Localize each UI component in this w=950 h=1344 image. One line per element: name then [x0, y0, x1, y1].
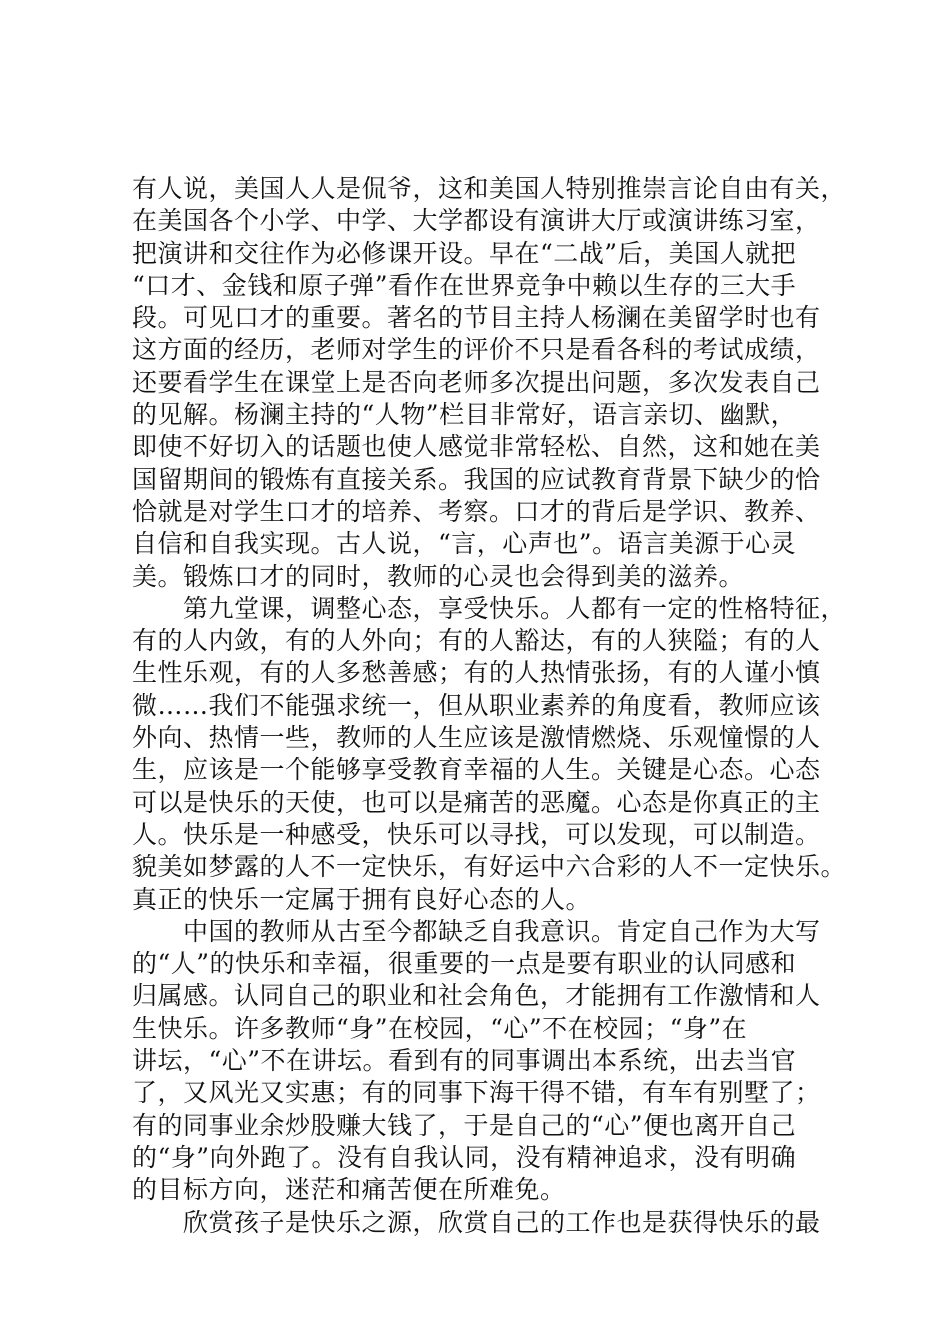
text-line: 微……我们不能强求统一，但从职业素养的角度看，教师应该 [132, 690, 821, 720]
text-line: 这方面的经历，老师对学生的评价不只是看各科的考试成绩， [132, 335, 821, 365]
text-line: 的见解。杨澜主持的“人物”栏目非常好，语言亲切、幽默， [132, 400, 797, 430]
text-line: 归属感。认同自己的职业和社会角色，才能拥有工作激情和人 [132, 981, 821, 1011]
text-line: 第九堂课，调整心态，享受快乐。人都有一定的性格特征， [132, 593, 847, 623]
text-line: 讲坛，“心”不在讲坛。看到有的同事调出本系统，出去当官 [132, 1046, 797, 1076]
text-line: 中国的教师从古至今都缺乏自我意识。肯定自己作为大写 [132, 916, 821, 946]
text-line: 的“身”向外跑了。没有自我认同，没有精神追求，没有明确 [132, 1142, 797, 1172]
text-line: 自信和自我实现。古人说，“言，心声也”。语言美源于心灵 [132, 529, 797, 559]
text-line: 生快乐。许多教师“身”在校园，“心”不在校园；“身”在 [132, 1013, 748, 1043]
text-line: 的目标方向，迷茫和痛苦便在所难免。 [132, 1175, 566, 1205]
text-line: 貌美如梦露的人不一定快乐，有好运中六合彩的人不一定快乐。 [132, 852, 847, 882]
text-line: 真正的快乐一定属于拥有良好心态的人。 [132, 884, 592, 914]
text-line: 段。可见口才的重要。著名的节目主持人杨澜在美留学时也有 [132, 303, 821, 333]
text-line: 还要看学生在课堂上是否向老师多次提出问题，多次发表自己 [132, 367, 821, 397]
text-line: 即使不好切入的话题也使人感觉非常轻松、自然，这和她在美 [132, 432, 821, 462]
text-line: 外向、热情一些，教师的人生应该是激情燃烧、乐观憧憬的人 [132, 723, 821, 753]
text-line: 可以是快乐的天使，也可以是痛苦的恶魔。心态是你真正的主 [132, 787, 821, 817]
text-line: 美。锻炼口才的同时，教师的心灵也会得到美的滋养。 [132, 561, 745, 591]
text-line: 在美国各个小学、中学、大学都设有演讲大厅或演讲练习室， [132, 206, 821, 236]
text-line: 有的人内敛，有的人外向；有的人豁达，有的人狭隘；有的人 [132, 626, 821, 656]
text-line: 人。快乐是一种感受，快乐可以寻找，可以发现，可以制造。 [132, 819, 821, 849]
text-line: 把演讲和交往作为必修课开设。早在“二战”后，美国人就把 [132, 238, 797, 268]
text-line: 欣赏孩子是快乐之源，欣赏自己的工作也是获得快乐的最 [132, 1207, 821, 1237]
text-line: 恰就是对学生口才的培养、考察。口才的背后是学识、教养、 [132, 496, 821, 526]
text-line: 生，应该是一个能够享受教育幸福的人生。关键是心态。心态 [132, 755, 821, 785]
text-line: 了，又风光又实惠；有的同事下海干得不错，有车有别墅了； [132, 1078, 821, 1108]
text-line: 的“人”的快乐和幸福，很重要的一点是要有职业的认同感和 [132, 949, 797, 979]
text-line: 生性乐观，有的人多愁善感；有的人热情张扬，有的人谨小慎 [132, 658, 821, 688]
text-line: 有的同事业余炒股赚大钱了，于是自己的“心”便也离开自己 [132, 1110, 797, 1140]
text-line: 有人说，美国人人是侃爷，这和美国人特别推崇言论自由有关， [132, 174, 847, 203]
text-line: 国留期间的锻炼有直接关系。我国的应试教育背景下缺少的恰 [132, 464, 821, 494]
body-text [132, 173, 847, 1239]
text-line: “口才、金钱和原子弹”看作在世界竞争中赖以生存的三大手 [132, 270, 797, 300]
